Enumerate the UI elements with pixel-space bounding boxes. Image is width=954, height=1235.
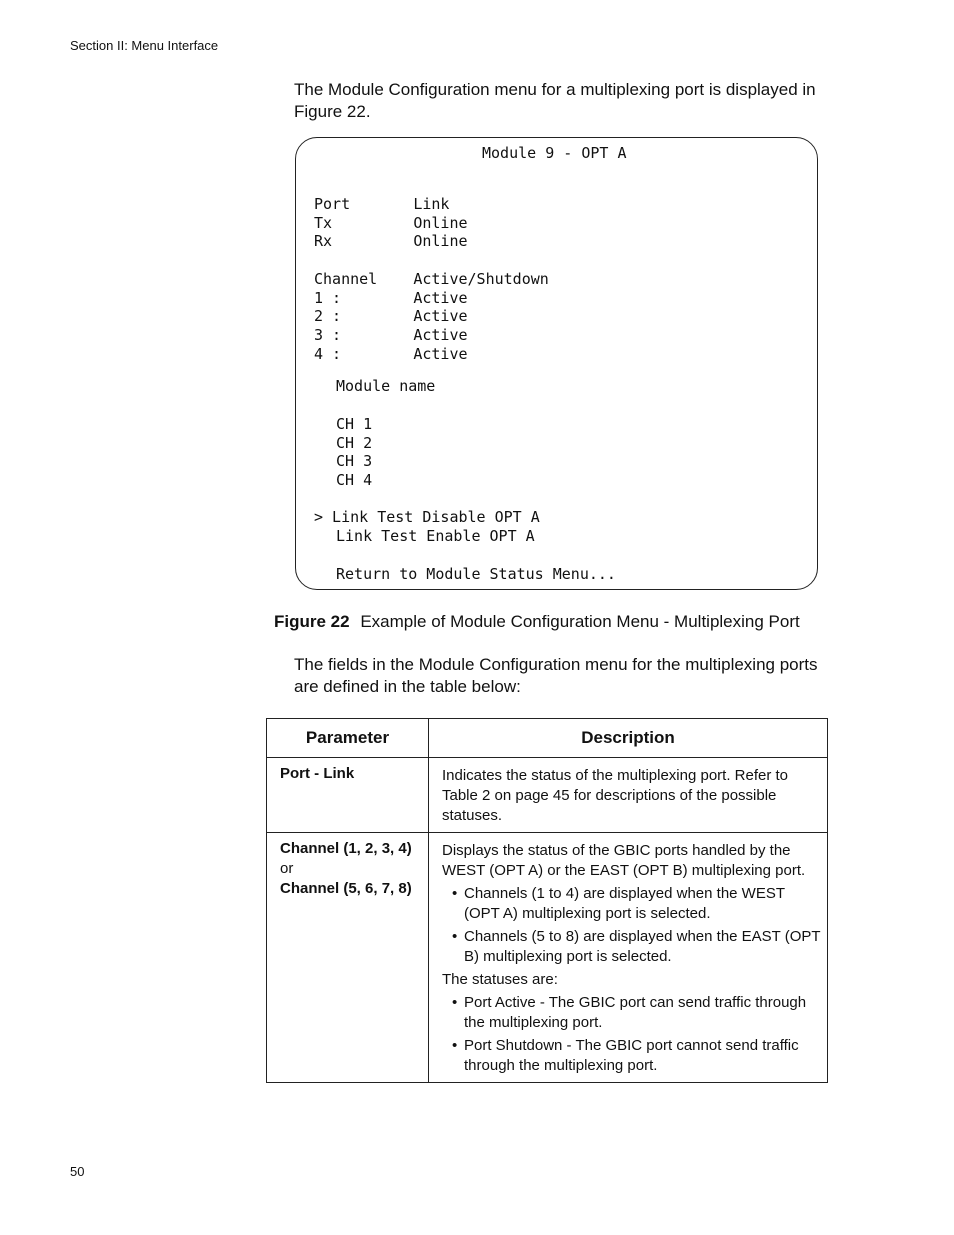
intro-paragraph: The Module Configuration menu for a multiplexing port is displayed in Figure 22. xyxy=(294,80,816,121)
table-header-row xyxy=(267,719,828,758)
terminal-title: Module 9 - OPT A xyxy=(482,144,627,162)
desc-cell xyxy=(429,758,828,833)
port-header: Port Link xyxy=(314,195,450,213)
figure-caption-text: Example of Module Configuration Menu - Multiplexing Port xyxy=(360,612,800,631)
channel-row-2: 2 : Active xyxy=(314,307,468,325)
param-cell xyxy=(267,833,429,1083)
table-row xyxy=(267,758,828,833)
param-channel-1-4: Channel (1, 2, 3, 4) xyxy=(280,840,412,857)
module-name-field[interactable]: Module name xyxy=(336,377,436,395)
terminal-screen xyxy=(295,137,818,590)
section-header: Section II: Menu Interface xyxy=(70,38,219,53)
desc-cell xyxy=(429,833,828,1083)
table-intro-paragraph: The fields in the Module Configuration menu for the multiplexing ports are defined in the table below: xyxy=(294,655,818,696)
bullet-item: • Channels (1 to 4) are displayed when the WEST (OPT A) multiplexing port is selected. xyxy=(442,884,821,924)
statuses-intro: The statuses are: xyxy=(442,971,558,988)
figure-caption xyxy=(274,612,800,632)
bullet-item: • Port Active - The GBIC port can send traffic through the multiplexing port. xyxy=(442,993,821,1033)
page-number: 50 xyxy=(70,1164,85,1179)
return-option[interactable]: Return to Module Status Menu... xyxy=(336,565,616,583)
param-or: or xyxy=(280,860,294,877)
param-channel-5-8: Channel (5, 6, 7, 8) xyxy=(280,880,412,897)
param-cell xyxy=(267,758,429,833)
ch-2-field[interactable]: CH 2 xyxy=(336,434,373,452)
link-test-enable-option[interactable]: Link Test Enable OPT A xyxy=(336,527,535,545)
bullet-item: • Channels (5 to 8) are displayed when the EAST (OPT B) multiplexing port is selected. xyxy=(442,927,821,967)
channel-row-4: 4 : Active xyxy=(314,345,468,363)
port-row-tx: Tx Online xyxy=(314,214,468,232)
bullet-item: • Port Shutdown - The GBIC port cannot send traffic through the multiplexing port. xyxy=(442,1036,821,1076)
ch-1-field[interactable]: CH 1 xyxy=(336,415,373,433)
port-row-rx: Rx Online xyxy=(314,232,468,250)
channel-row-1: 1 : Active xyxy=(314,289,468,307)
param-port-link: Port - Link xyxy=(280,765,355,782)
description-header: Description xyxy=(429,719,828,758)
parameter-header: Parameter xyxy=(267,719,429,758)
ch-3-field[interactable]: CH 3 xyxy=(336,452,373,470)
ch-4-field[interactable]: CH 4 xyxy=(336,471,373,489)
link-test-disable-option[interactable]: > Link Test Disable OPT A xyxy=(314,508,540,526)
channel-row-3: 3 : Active xyxy=(314,326,468,344)
channel-header: Channel Active/Shutdown xyxy=(314,270,549,288)
desc-port-link: Indicates the status of the multiplexing port. Refer to Table 2 on page 45 for descriptions of the possible statuses. xyxy=(442,767,789,824)
figure-label: Figure 22 xyxy=(274,612,350,631)
desc-channel-intro: Displays the status of the GBIC ports handled by the WEST (OPT A) or the EAST (OPT B) multiplexing port. xyxy=(442,842,806,879)
table-row xyxy=(267,833,828,1083)
parameter-table xyxy=(266,718,828,1083)
